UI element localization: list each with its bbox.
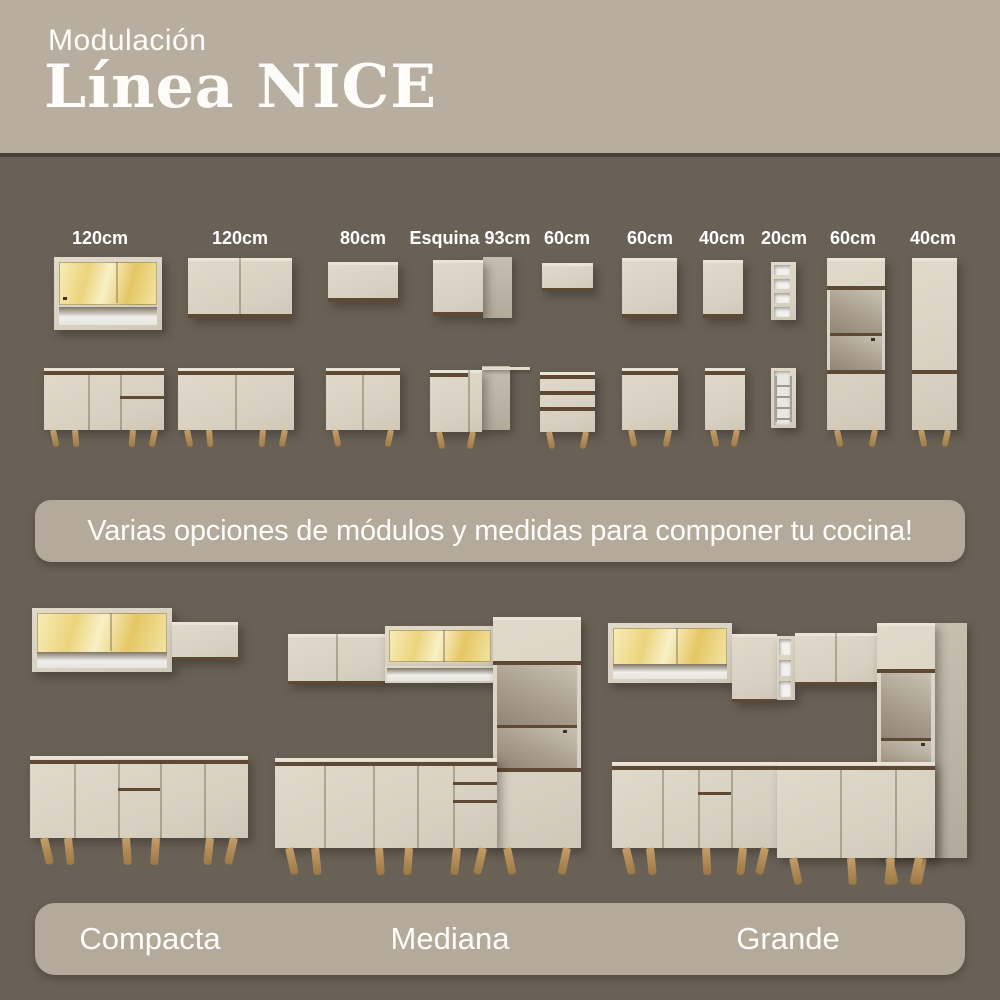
banner-kitchen-sizes [35,903,965,975]
grande-base-cabinet-left [612,762,777,848]
compacta-wall-cabinet [172,622,238,660]
mediana-open-shelf [385,666,495,683]
tall-cabinet-40cm [912,258,957,430]
module-label-80: 80cm [339,228,387,248]
base-cabinet-corner-93cm [430,370,482,432]
module-label-60-a: 60cm [543,228,591,248]
wall-cabinet-60cm-low [542,263,593,291]
mediana-tall-tower [493,617,581,848]
module-label-60-tall: 60cm [829,228,877,248]
module-label-esquina: Esquina 93cm [409,228,531,248]
kitchen-name-mediana: Mediana [390,921,510,956]
compacta-base-cabinet [30,756,248,838]
grande-wall-shelf-cubbies [777,636,795,700]
module-label-60-b: 60cm [626,228,674,248]
wall-cabinet-corner-93cm [433,260,483,316]
grande-tower-side-panel [934,623,967,858]
grande-wall-glass-cabinet [608,623,732,683]
base-cabinet-60cm-drawers [540,372,595,432]
header [0,0,1000,157]
module-label-20: 20cm [760,228,808,248]
mediana-wall-glass-cabinet [385,626,495,666]
grande-corner-wall-cabinet [732,634,777,702]
base-cabinet-120cm [178,368,294,430]
grande-wall-cabinets [795,633,877,685]
header-kicker: Modulación [48,24,207,57]
banner-tagline-text: Varias opciones de módulos y medidas para componer tu cocina! [87,515,913,547]
base-cabinet-60cm [622,368,678,430]
base-cabinet-80cm [326,368,400,430]
module-label-40-tall: 40cm [909,228,957,248]
kitchen-name-grande: Grande [736,921,840,956]
wall-cabinet-80cm [328,262,398,302]
wall-cabinet-40cm [703,260,743,318]
banner-tagline [35,500,965,562]
module-label-40-a: 40cm [698,228,746,248]
compacta-wall-glass-cabinet [32,608,172,672]
wall-cabinet-glass-120cm [54,257,162,330]
wall-shelf-20cm [771,262,796,320]
base-cabinet-120cm-drawer [44,368,164,430]
module-label-120-glass: 120cm [71,228,129,248]
wall-cabinet-corner-side [483,257,512,318]
base-cabinet-corner-side [482,366,510,430]
wall-cabinet-60cm [622,258,677,318]
module-label-120: 120cm [211,228,269,248]
mediana-wall-cabinets [288,634,385,684]
page-title: Línea NICE [44,52,437,122]
corner-countertop [482,367,530,370]
wall-cabinet-120cm [188,258,292,318]
grande-base-cabinet-right [777,762,935,858]
base-cabinet-40cm [705,368,745,430]
mediana-base-cabinet [275,758,497,848]
tall-cabinet-60cm [827,258,885,430]
kitchen-name-compacta: Compacta [79,921,221,956]
base-bottle-rack-20cm [771,368,796,428]
